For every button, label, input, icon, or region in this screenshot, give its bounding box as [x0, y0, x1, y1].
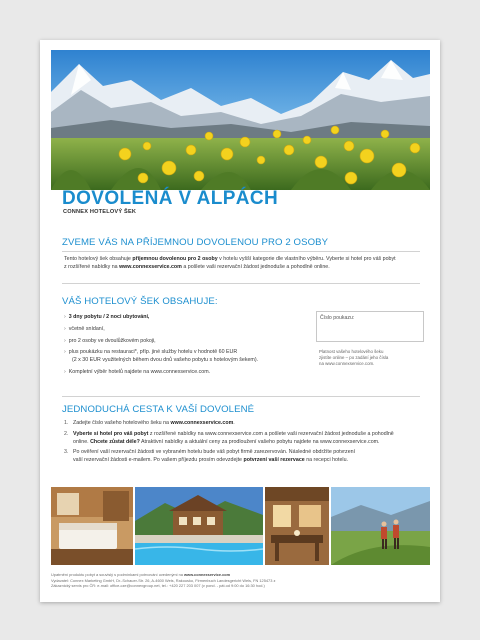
voucher-page: [40, 40, 440, 602]
steps-list: [64, 420, 394, 465]
list-item: › Kompletní výběr hotelů najdete na www.connexservice.com.: [64, 368, 211, 375]
divider: [62, 251, 420, 252]
step-3: 3. Po ověření vaší rezervační žádosti ve vybraném hotelu bude váš pobyt firmě zarezervován. Následné obdržíte potvrzení: [64, 449, 356, 456]
page-subtitle: CONNEX HOTELOVÝ ŠEK: [63, 209, 137, 215]
hotel-interior-photo: [265, 487, 329, 565]
list-item: › plus poukázku na restauraci*, příp. jiné služby hotelu v hodnotě 60 EUR: [64, 349, 238, 356]
hotel-room-photo: [51, 487, 133, 565]
intro-paragraph: Tento hotelový šek obsahuje příjemnou dovolenou pro 2 osoby v hotelu vyšší kategorie dle vlastního výběru. Vyberte si hotel pro váš pobyt z rozšířené nabídky na www.connexservice.com a pošlete vaši rezervační žádost jednoduše a pohodlně online.: [64, 256, 396, 270]
step-1: 1. Zadejte číslo vašeho hotelového šeku na www.connexservice.com.: [64, 420, 235, 426]
list-item: › 3 dny pobytu / 2 noci ubytování,: [64, 314, 150, 320]
hotel-pool-photo: [135, 487, 263, 565]
page-title: DOVOLENÁ V ALPÁCH: [62, 188, 279, 209]
hero-alpine-photo: [51, 50, 430, 190]
voucher-number-label: Číslo poukazu:: [320, 315, 355, 321]
list-item-continued: (2 x 30 EUR využitelných během dvou dnů vašeho pobytu s hotelovým šekem).: [72, 357, 259, 364]
hiking-couple-photo: [331, 487, 430, 565]
divider: [62, 283, 420, 284]
contents-list: [64, 314, 258, 377]
divider: [62, 396, 420, 397]
validity-note: Platnost vašeho hotelového šeku zjistíte online – po zadání jeho čísla na www.connexservice.com.: [319, 349, 389, 366]
step-2-continued: online. Chcete zůstat déle? Atraktivní nabídky a aktuální ceny za prodloužení vašeho pobytu najdete na www.connexservice.com.: [73, 438, 380, 445]
step-2: 2. Vyberte si hotel pro váš pobyt z rozšířené nabídky na www.connexservice.com a pošlete vaši rezervační žádost jednoduše a pohodlně: [64, 430, 394, 437]
list-item: › pro 2 osoby ve dvoulůžkovém pokoji,: [64, 337, 156, 344]
list-item: › včetně snídaní,: [64, 325, 105, 332]
steps-heading: JEDNODUCHÁ CESTA K VAŠÍ DOVOLENÉ: [62, 404, 255, 415]
step-3-continued: vaší rezervační žádosti e-mailem. Po vašem příjezdu prosím odevzdejte potvrzení vaší rezervace na recepci hotelu.: [73, 457, 349, 464]
contents-heading: VÁŠ HOTELOVÝ ŠEK OBSAHUJE:: [62, 296, 218, 307]
photo-strip: [51, 487, 430, 565]
voucher-number-box: [316, 311, 424, 342]
footer-text: Upatrnění produktu pobyt a souvislý s podmínkami potrvování uvedenými na www.connexservice.com Vydavatel: Connex Marketing GmbH, Dr.-Schauer-Str. 26, A-4600 Wels, Rakousko, Firmenbuch Landesgericht Wels, FN 125473 z Zákaznický servis pro ČR: e-mail: office-cze@connexgroup.net, tel.: +420 227 203 007 (v pond. - pát.od 9:00 do 16:30 hod.): [51, 572, 276, 589]
intro-heading: ZVEME VÁS NA PŘÍJEMNOU DOVOLENOU PRO 2 OSOBY: [62, 237, 329, 248]
